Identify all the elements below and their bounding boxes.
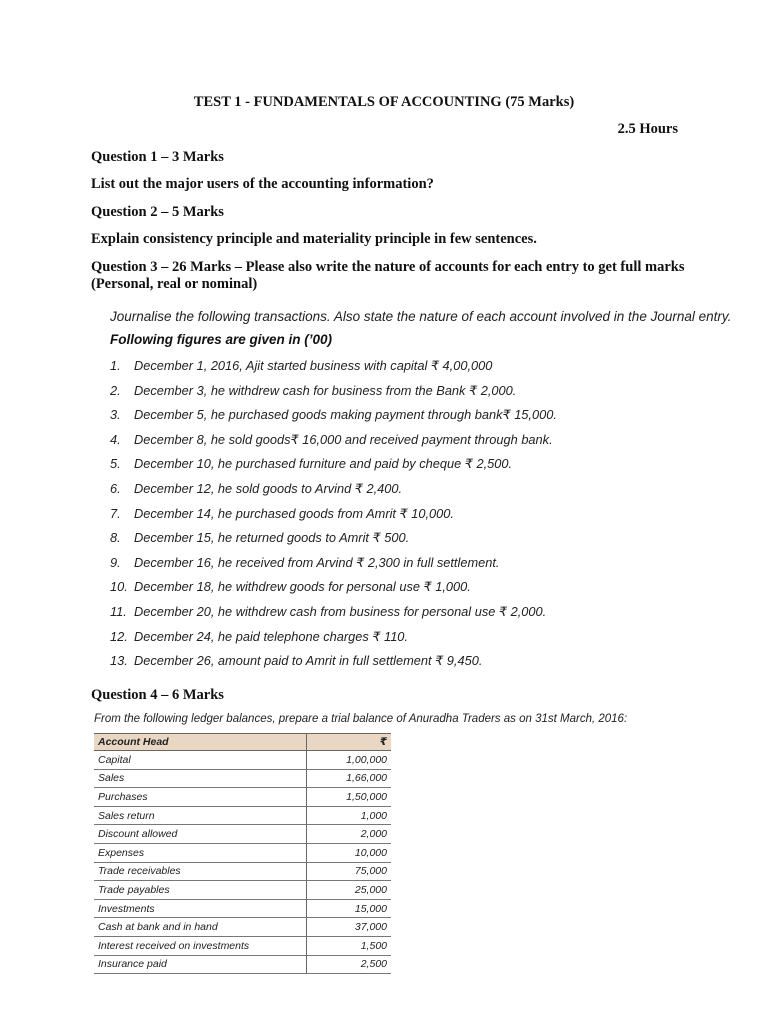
journal-item: [110, 604, 546, 620]
question-4-heading: Question 4 – 6 Marks: [91, 687, 224, 703]
journal-item-number: 6.: [110, 481, 121, 496]
account-head-cell: Expenses: [94, 843, 307, 862]
journal-item-number: 4.: [110, 431, 121, 447]
journal-item-number: 10.: [110, 579, 128, 595]
journal-item: [110, 555, 499, 571]
amount-cell: 1,500: [307, 936, 392, 955]
table-row: [94, 918, 391, 937]
amount-cell: 2,500: [307, 955, 392, 974]
trial-balance-instructions: From the following ledger balances, prepare a trial balance of Anuradha Traders as on 31st March, 2016:: [94, 713, 628, 725]
amount-cell: 1,00,000: [307, 751, 392, 770]
table-row: [94, 751, 391, 770]
amount-cell: 10,000: [307, 843, 392, 862]
journal-item-text: December 8, he sold goods₹ 16,000 and received payment through bank.: [134, 431, 553, 447]
journal-figures-note: Following figures are given in (’00): [110, 332, 333, 347]
journal-item: [110, 358, 492, 374]
journal-item-number: 2.: [110, 382, 121, 398]
journal-item: [110, 506, 454, 522]
journal-item-text: December 16, he received from Arvind ₹ 2,300 in full settlement.: [134, 554, 500, 570]
column-header-amount: ₹: [307, 734, 392, 751]
journal-item-text: December 15, he returned goods to Amrit ₹ 500.: [134, 530, 410, 546]
journal-item: [110, 579, 471, 595]
journal-item-number: 8.: [110, 530, 121, 546]
question-1-heading: Question 1 – 3 Marks: [91, 149, 224, 165]
amount-cell: 1,000: [307, 806, 392, 825]
amount-cell: 25,000: [307, 881, 392, 900]
journal-item: [110, 653, 482, 669]
journal-item-text: December 10, he purchased furniture and paid by cheque ₹ 2,500.: [134, 456, 513, 472]
table-row: [94, 769, 391, 788]
table-header-row: [94, 734, 391, 751]
account-head-cell: Sales return: [94, 806, 307, 825]
column-header-account-head: Account Head: [94, 734, 307, 751]
journal-instructions: Journalise the following transactions. Also state the nature of each account involved in the Journal entry.: [110, 309, 732, 324]
table-row: [94, 788, 391, 807]
table-row: [94, 862, 391, 881]
journal-item-number: 11.: [110, 604, 127, 619]
journal-item-number: 1.: [110, 358, 121, 373]
journal-item: [110, 629, 408, 645]
account-head-cell: Purchases: [94, 788, 307, 807]
table-row: [94, 825, 391, 844]
account-head-cell: Discount allowed: [94, 825, 307, 844]
journal-item: [110, 432, 553, 448]
journal-item-text: December 5, he purchased goods making payment through bank₹ 15,000.: [134, 407, 557, 423]
page-title: TEST 1 - FUNDAMENTALS OF ACCOUNTING (75 Marks): [193, 94, 575, 110]
journal-item-text: December 26, amount paid to Amrit in full settlement ₹ 9,450.: [134, 653, 483, 669]
journal-item-text: December 14, he purchased goods from Amrit ₹ 10,000.: [134, 505, 454, 521]
journal-item-number: 7.: [110, 505, 121, 521]
journal-item-text: December 18, he withdrew goods for personal use ₹ 1,000.: [134, 579, 471, 595]
amount-cell: 15,000: [307, 899, 392, 918]
table-row: [94, 806, 391, 825]
journal-item-number: 5.: [110, 456, 121, 472]
question-3-heading: Question 3 – 26 Marks – Please also write the nature of accounts for each entry to get full marks (Personal, real or nominal): [91, 259, 685, 292]
journal-item-text: December 24, he paid telephone charges ₹ 110.: [134, 628, 408, 644]
question-2-heading: Question 2 – 5 Marks: [91, 204, 224, 220]
account-head-cell: Investments: [94, 899, 307, 918]
question-1-text: List out the major users of the accounting information?: [91, 176, 434, 192]
test-duration: 2.5 Hours: [617, 121, 678, 137]
journal-item-number: 12.: [110, 628, 128, 644]
amount-cell: 75,000: [307, 862, 392, 881]
amount-cell: 37,000: [307, 918, 392, 937]
account-head-cell: Trade payables: [94, 881, 307, 900]
account-head-cell: Cash at bank and in hand: [94, 918, 307, 937]
journal-item-text: December 12, he sold goods to Arvind ₹ 2,400.: [134, 481, 403, 496]
journal-item: [110, 481, 402, 497]
journal-item-text: December 3, he withdrew cash for business from the Bank ₹ 2,000.: [134, 382, 517, 398]
account-head-cell: Trade receivables: [94, 862, 307, 881]
ledger-balances-table: [94, 733, 391, 974]
amount-cell: 1,50,000: [307, 788, 392, 807]
amount-cell: 2,000: [307, 825, 392, 844]
journal-item: [110, 530, 409, 546]
table-row: [94, 881, 391, 900]
journal-item: [110, 456, 512, 472]
journal-item-number: 13.: [110, 653, 128, 669]
journal-item-number: 9.: [110, 554, 121, 570]
account-head-cell: Sales: [94, 769, 307, 788]
table-row: [94, 955, 391, 974]
table-row: [94, 899, 391, 918]
table-row: [94, 843, 391, 862]
journal-item-number: 3.: [110, 407, 121, 423]
account-head-cell: Insurance paid: [94, 955, 307, 974]
journal-item-text: December 1, 2016, Ajit started business with capital ₹ 4,00,000: [134, 358, 493, 373]
account-head-cell: Interest received on investments: [94, 936, 307, 955]
amount-cell: 1,66,000: [307, 769, 392, 788]
journal-item-text: December 20, he withdrew cash from business for personal use ₹ 2,000.: [134, 604, 547, 619]
account-head-cell: Capital: [94, 751, 307, 770]
journal-item: [110, 407, 557, 423]
journal-item: [110, 383, 516, 399]
question-2-text: Explain consistency principle and materiality principle in few sentences.: [91, 231, 537, 247]
table-row: [94, 936, 391, 955]
